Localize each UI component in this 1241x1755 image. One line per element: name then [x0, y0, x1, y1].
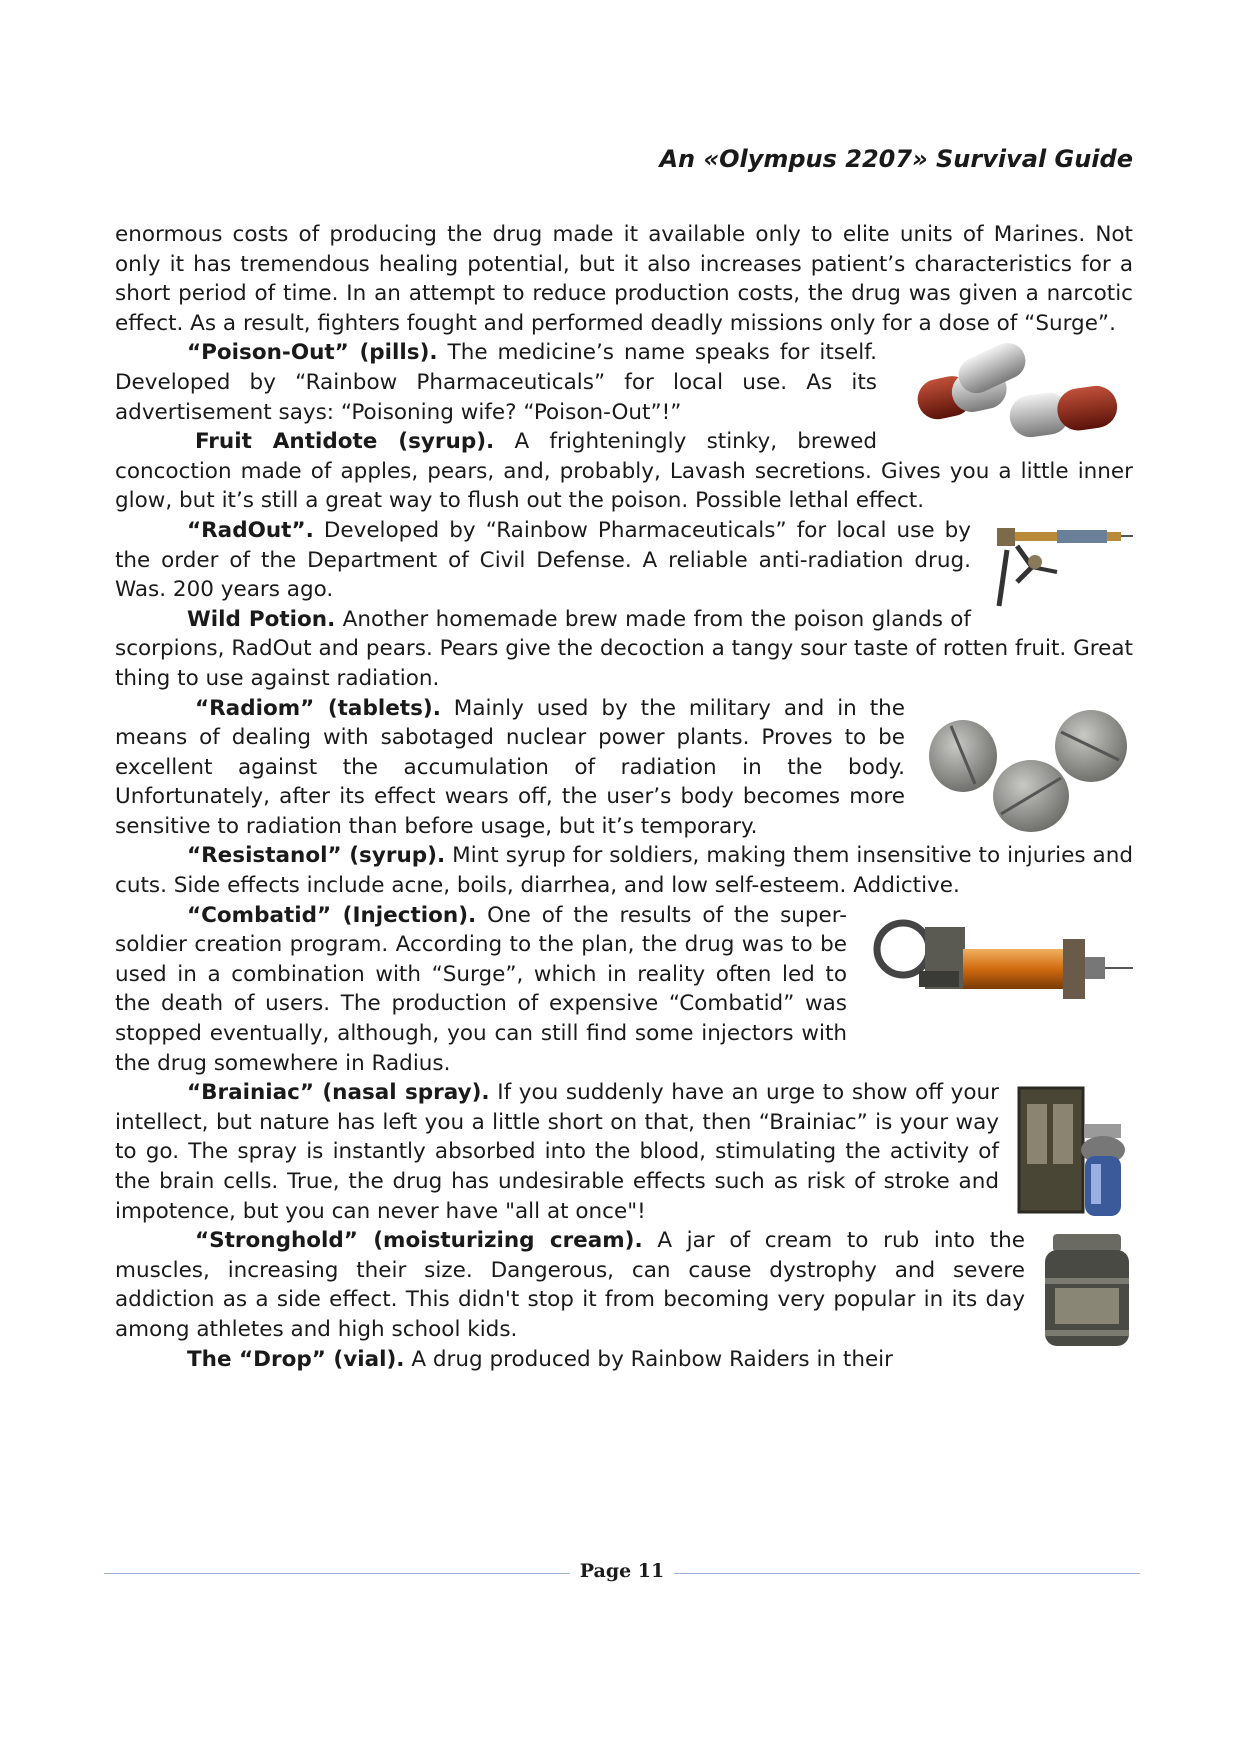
paragraph-radout: “RadOut”. Developed by “Rainbow Pharmaceuticals” for local use by the order of the Department of Civil Defense. A reliable anti-radiation drug. Was. 200 years ago.: [115, 517, 971, 603]
page-footer: [104, 1560, 1140, 1590]
page-number: Page 11: [579, 1560, 665, 1582]
paragraph-poison-out: “Poison-Out” (pills). The medicine’s name speaks for itself. Developed by “Rainbow Pharmaceuticals” for local use. As its advertisement says: “Poisoning wife? “Poison-Out”!”: [115, 340, 878, 425]
paragraph-drop: The “Drop” (vial). A drug produced by Rainbow Raiders in their: [187, 1346, 893, 1372]
cream-jar-image: [1041, 1230, 1133, 1350]
paragraph-resistanol: “Resistanol” (syrup). Mint syrup for soldiers, making them insensitive to injuries and cuts. Side effects include acne, boils, diarrhea, and low self-esteem. Addictive.: [115, 843, 1133, 899]
paragraph-combatid: “Combatid” (Injection). One of the results of the super-soldier creation program. According to the plan, the drug was to be used in a combination with “Surge”, which in reality often led to the death of users. The production of expensive “Combatid” was stopped eventually, although, you can still find some injectors with the drug somewhere in Radius.: [115, 902, 847, 1076]
paragraph-stronghold: “Stronghold” (moisturizing cream). A jar of cream to rub into the muscles, increasing their size. Dangerous, can cause dystrophy and severe addiction as a side effect. This didn't stop it from becoming very popular in its day among athletes and high school kids.: [115, 1228, 1025, 1342]
paragraph-intro: enormous costs of producing the drug made it available only to elite units of Marines. Not only it has tremendous healing potential, but it also increases patient’s characteristics for a short period of time. In an attempt to reduce production costs, the drug was given a narcotic effect. As a result, fighters fought and performed deadly missions only for a dose of “Surge”.: [115, 222, 1133, 336]
brainiac-spray-image: [1015, 1084, 1133, 1224]
main-text: [115, 220, 1133, 1374]
pills-image: [897, 338, 1133, 438]
paragraph-brainiac: “Brainiac” (nasal spray). If you suddenly have an urge to show off your intellect, but nature has left you a little short on that, then “Brainiac” is your way to go. The spray is instantly absorbed into the blood, stimulating the activity of the brain cells. True, the drug has undesirable effects such as risk of stroke and impotence, but you can never have "all at once"!: [115, 1080, 999, 1224]
tablets-image: [921, 704, 1133, 834]
paragraph-wild-potion: Wild Potion. Another homemade brew made from the poison glands of scorpions, RadOut and pears. Pears give the decoction a tangy sour taste of rotten fruit. Great thing to use against radiation.: [115, 606, 1133, 691]
paragraph-radiom: “Radiom” (tablets). Mainly used by the military and in the means of dealing with sabotaged nuclear power plants. Proves to be excellent against the accumulation of radiation in the body. Unfortunately, after its effect wears off, the user’s body becomes more sensitive to radiation than before usage, but it’s temporary.: [115, 695, 905, 839]
page-header-title: An «Olympus 2207» Survival Guide: [659, 145, 1133, 173]
combatid-injector-image: [863, 901, 1133, 1027]
paragraph-fruit-antidote: Fruit Antidote (syrup). A frighteningly stinky, brewed concoction made of apples, pears, and, probably, Lavash secretions. Gives you a little inner glow, but it’s still a great way to flush out the poison. Possible lethal effect.: [115, 429, 1133, 514]
radout-injector-image: [987, 522, 1133, 610]
